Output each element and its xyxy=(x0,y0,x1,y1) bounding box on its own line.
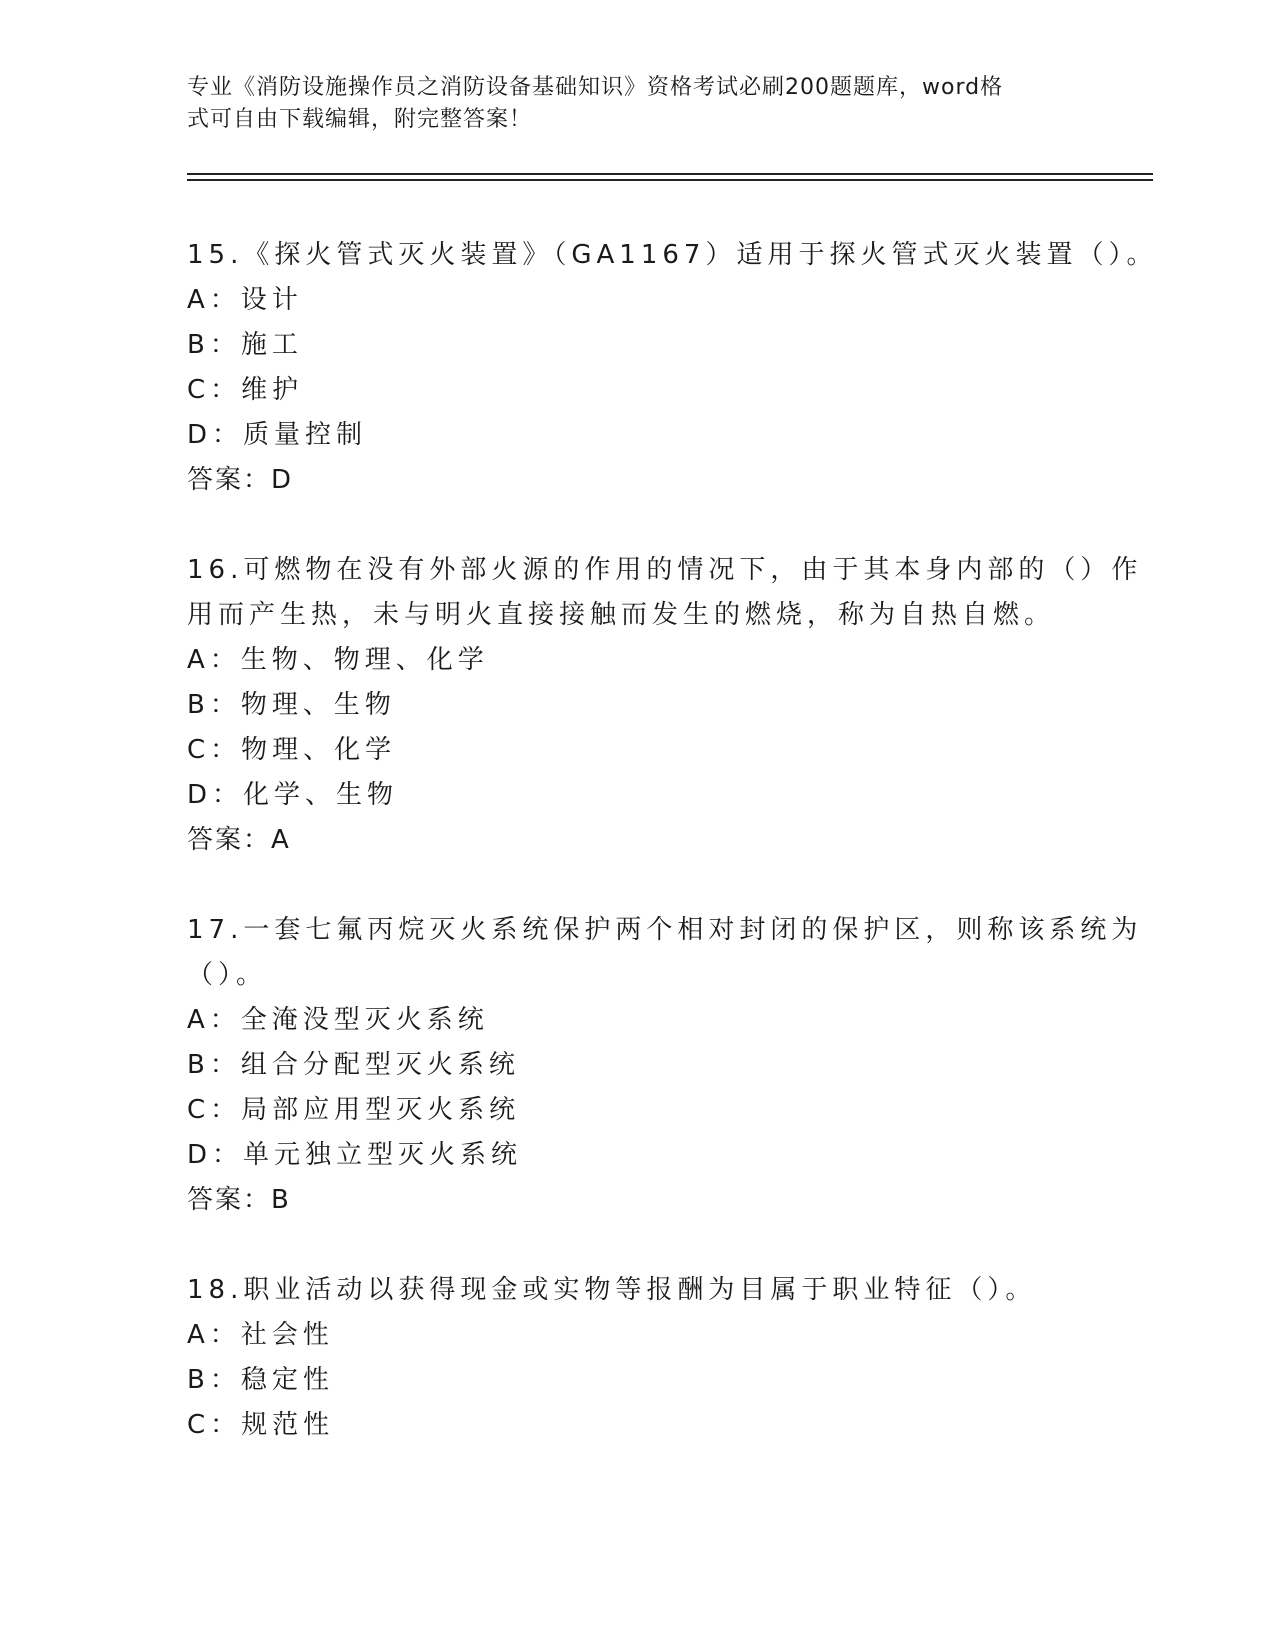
header-divider-top xyxy=(187,173,1153,175)
question-17-stem-line-1: 17.一套七氟丙烷灭火系统保护两个相对封闭的保护区，则称该系统为 xyxy=(187,915,1143,945)
question-15-answer: 答案：D xyxy=(187,465,294,495)
question-16-stem-line-2: 用而产生热，未与明火直接接触而发生的燃烧，称为自热自燃。 xyxy=(187,600,1056,630)
question-17-answer: 答案：B xyxy=(187,1185,291,1215)
question-17-option-b: B：组合分配型灭火系统 xyxy=(187,1050,520,1080)
question-17-stem-line-2: （）。 xyxy=(187,960,268,990)
question-16-option-d: D：化学、生物 xyxy=(187,780,399,810)
question-15-option-d: D：质量控制 xyxy=(187,420,368,450)
header-divider-bottom xyxy=(187,179,1153,181)
question-17-option-a: A：全淹没型灭火系统 xyxy=(187,1005,489,1035)
question-16-option-b: B：物理、生物 xyxy=(187,690,396,720)
question-15-option-c: C：维护 xyxy=(187,375,304,405)
question-15-stem: 15.《探火管式灭火装置》（GA1167）适用于探火管式灭火装置（）。 xyxy=(187,240,1158,270)
document-header-line-2: 式可自由下载编辑，附完整答案！ xyxy=(187,107,533,132)
document-header-line-1: 专业《消防设施操作员之消防设备基础知识》资格考试必刷200题题库，word格 xyxy=(187,75,1004,100)
question-18-option-c: C：规范性 xyxy=(187,1410,335,1440)
question-16-option-c: C：物理、化学 xyxy=(187,735,397,765)
question-15-option-b: B：施工 xyxy=(187,330,303,360)
question-18-option-b: B：稳定性 xyxy=(187,1365,334,1395)
question-16-stem-line-1: 16.可燃物在没有外部火源的作用的情况下，由于其本身内部的（）作 xyxy=(187,555,1143,585)
question-16-option-a: A：生物、物理、化学 xyxy=(187,645,489,675)
question-18-option-a: A：社会性 xyxy=(187,1320,334,1350)
question-17-option-d: D：单元独立型灭火系统 xyxy=(187,1140,523,1170)
question-15-option-a: A：设计 xyxy=(187,285,303,315)
question-18-stem: 18.职业活动以获得现金或实物等报酬为目属于职业特征（）。 xyxy=(187,1275,1037,1305)
question-17-option-c: C：局部应用型灭火系统 xyxy=(187,1095,521,1125)
question-16-answer: 答案：A xyxy=(187,825,291,855)
